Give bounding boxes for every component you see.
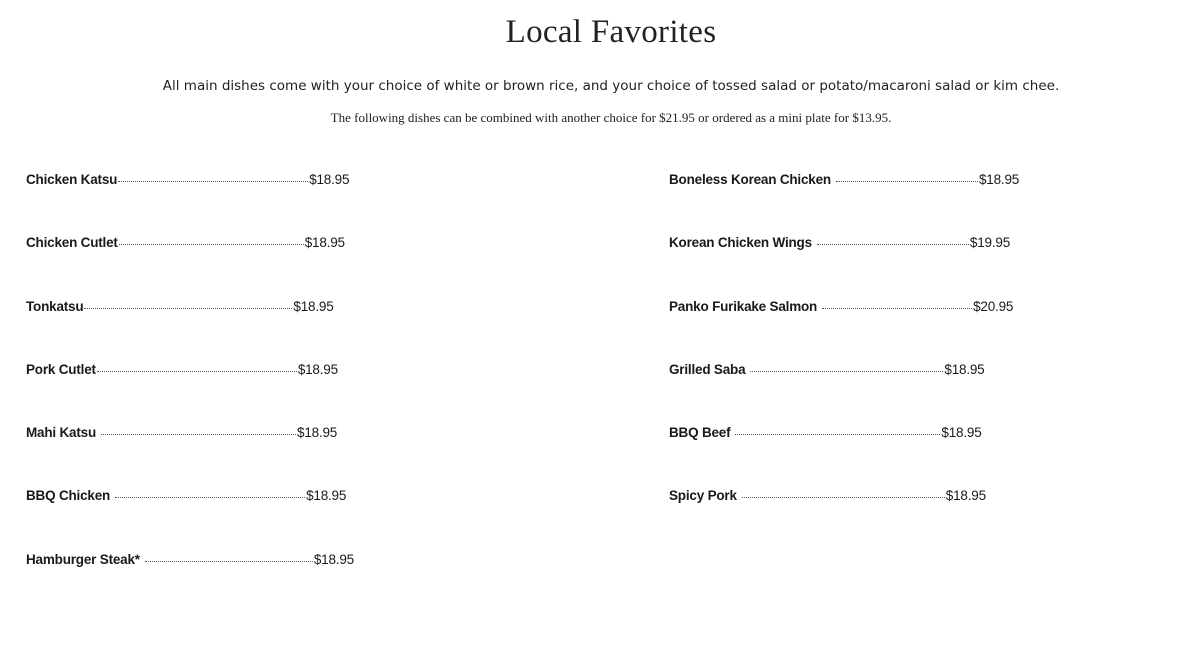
- menu-item: [669, 425, 982, 440]
- dot-leader: [742, 496, 945, 498]
- menu-item-name: Hamburger Steak*: [26, 552, 140, 567]
- menu-item-name: Grilled Saba: [669, 362, 746, 377]
- menu-item: [26, 172, 349, 187]
- sides-note: All main dishes come with your choice of white or brown rice, and your choice of tossed salad or potato/macaroni salad or kim chee.: [162, 78, 1060, 94]
- dot-leader: [118, 180, 308, 182]
- menu-item-name: Pork Cutlet: [26, 362, 96, 377]
- menu-item-price: $18.95: [293, 299, 334, 314]
- menu-item-price: $20.95: [973, 299, 1014, 314]
- menu-item: [669, 362, 984, 377]
- dot-leader: [735, 433, 940, 435]
- dot-leader: [750, 370, 943, 372]
- menu-item: [26, 299, 334, 314]
- menu-item-name: Panko Furikake Salmon: [669, 299, 818, 314]
- menu-item-price: $18.95: [297, 362, 338, 377]
- menu-item-price: $19.95: [969, 235, 1010, 250]
- menu-item: [669, 299, 1013, 314]
- menu-item-price: $18.95: [309, 172, 350, 187]
- dot-leader: [822, 307, 972, 309]
- menu-item-price: $18.95: [941, 425, 982, 440]
- menu-item: [26, 362, 338, 377]
- menu-item-name: Chicken Katsu: [26, 172, 118, 187]
- dot-leader: [101, 433, 296, 435]
- menu-item: [26, 425, 337, 440]
- dot-leader: [119, 243, 304, 245]
- menu-item: [26, 235, 345, 250]
- page-title: Local Favorites: [505, 14, 717, 50]
- menu-item: [669, 235, 1010, 250]
- dot-leader: [84, 307, 292, 309]
- menu-item: [26, 488, 346, 503]
- menu-item-name: BBQ Chicken: [26, 488, 111, 503]
- menu-item-price: $18.95: [306, 488, 347, 503]
- menu-item-price: $18.95: [944, 362, 985, 377]
- menu-item: [26, 552, 354, 567]
- menu-item-name: Korean Chicken Wings: [669, 235, 812, 250]
- menu-item-name: Mahi Katsu: [26, 425, 97, 440]
- menu-item-price: $18.95: [978, 172, 1020, 187]
- menu-item-price: $18.95: [945, 488, 986, 503]
- menu-item-price: $18.95: [313, 552, 354, 567]
- menu-item-name: Spicy Pork: [669, 488, 737, 503]
- menu-item-name: BBQ Beef: [669, 425, 731, 440]
- menu-item: [669, 172, 1019, 187]
- menu-item-name: Chicken Cutlet: [26, 235, 118, 250]
- menu-item-price: $18.95: [297, 425, 338, 440]
- menu-item: [669, 488, 986, 503]
- combo-note: The following dishes can be combined with another choice for $21.95 or ordered as a mini plate for $13.95.: [330, 110, 892, 125]
- dot-leader: [817, 243, 969, 245]
- menu-item-price: $18.95: [304, 235, 345, 250]
- dot-leader: [97, 370, 297, 372]
- menu-item-name: Tonkatsu: [26, 299, 84, 314]
- menu-item-name: Boneless Korean Chicken: [669, 172, 831, 187]
- dot-leader: [115, 496, 305, 498]
- dot-leader: [836, 180, 978, 182]
- dot-leader: [145, 560, 313, 562]
